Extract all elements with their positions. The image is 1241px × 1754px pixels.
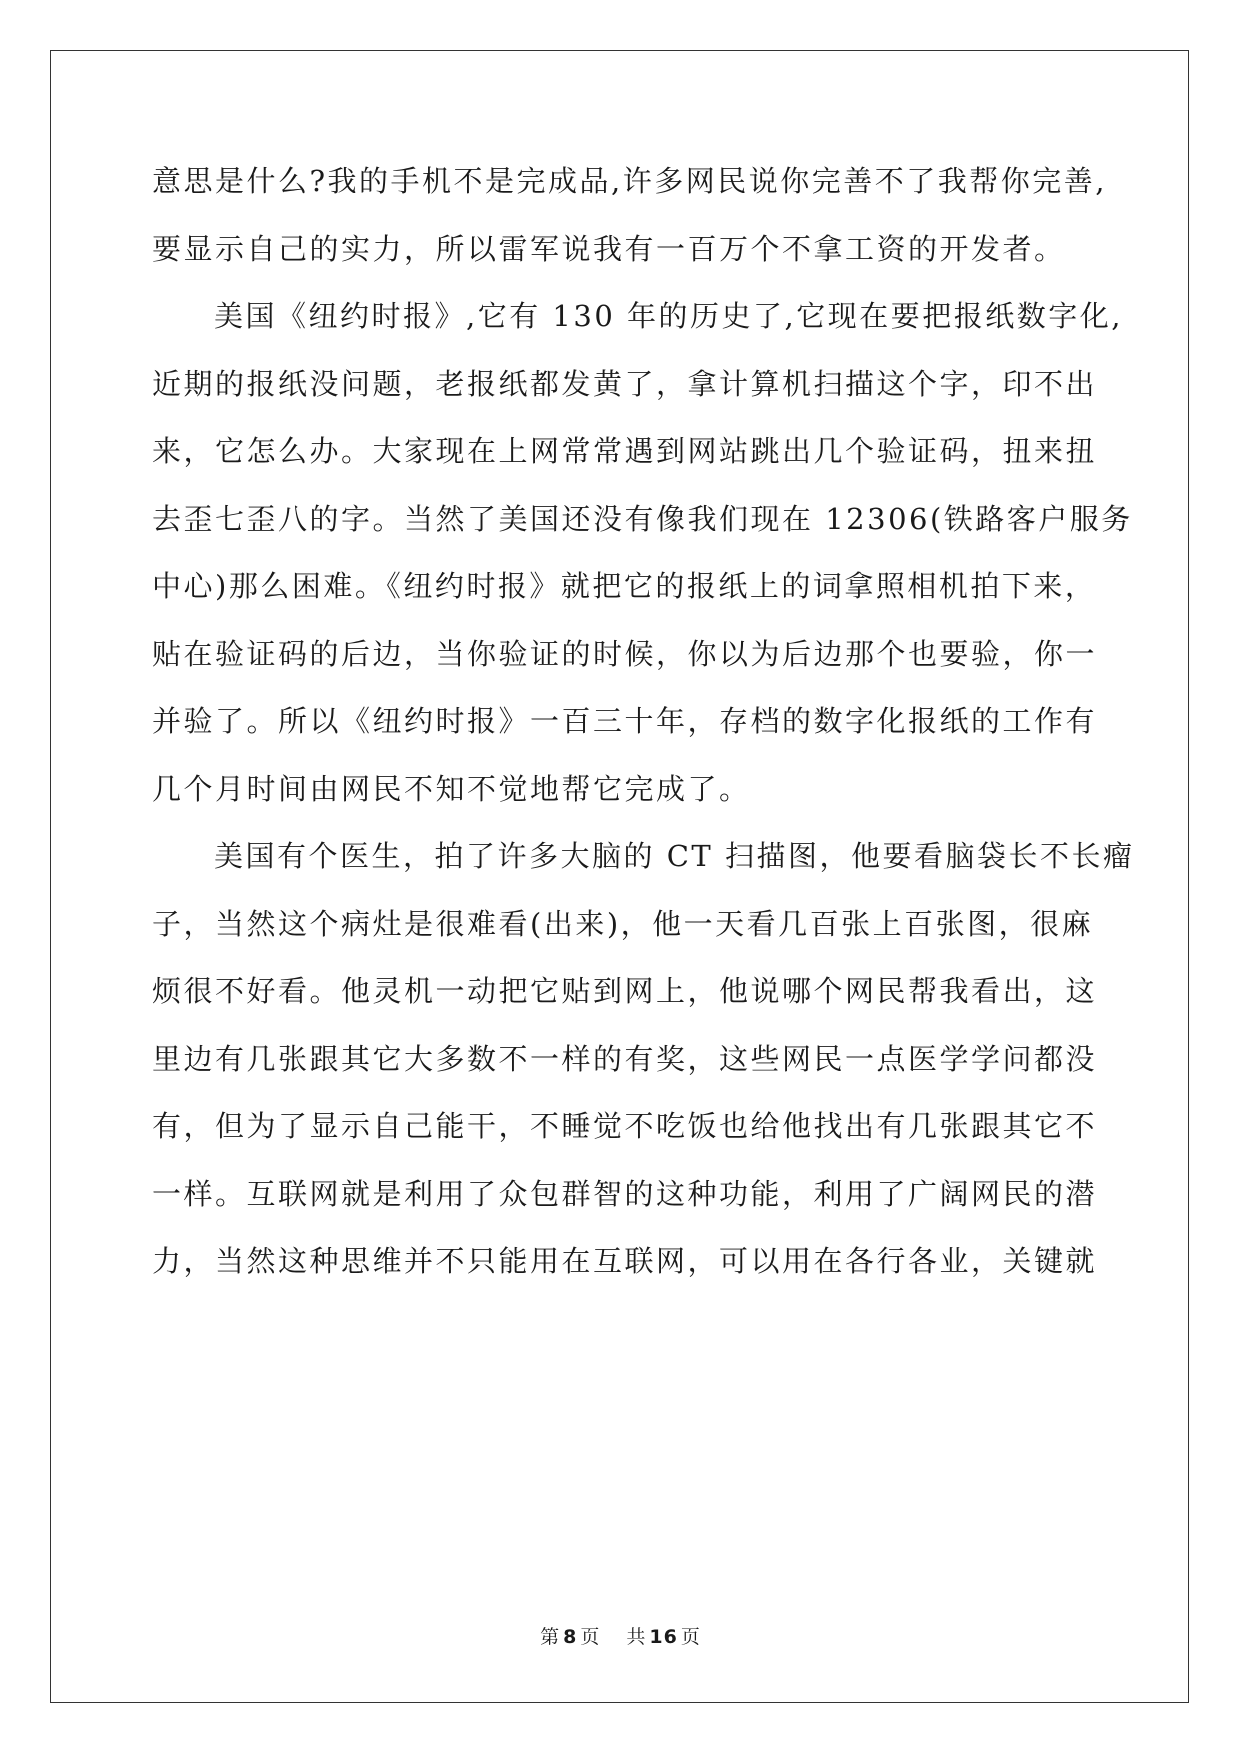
document-body [152, 164, 1135, 1314]
total-prefix: 共 [626, 1626, 647, 1648]
page-suffix: 页 [580, 1626, 601, 1648]
text-line: 中心)那么困难。《纽约时报》就把它的报纸上的词拿照相机拍下来， [152, 569, 1097, 603]
text-line: 意思是什么?我的手机不是完成品,许多网民说你完善不了我帮你完善, [152, 164, 1107, 198]
text-line: 几个月时间由网民不知不觉地帮它完成了。 [152, 771, 751, 806]
text-line: 贴在验证码的后边，当你验证的时候，你以为后边那个也要验，你一 [152, 636, 1098, 671]
paragraph-start-line: 美国有个医生，拍了许多大脑的 CT 扫描图，他要看脑袋长不长瘤 [214, 839, 1135, 873]
page-prefix: 第 [540, 1626, 561, 1648]
text-line: 烦很不好看。他灵机一动把它贴到网上，他说哪个网民帮我看出，这 [152, 974, 1098, 1008]
text-line: 要显示自己的实力，所以雷军说我有一百万个不拿工资的开发者。 [152, 231, 1066, 266]
text-line: 来，它怎么办。大家现在上网常常遇到网站跳出几个验证码，扭来扭 [152, 434, 1098, 468]
text-line: 近期的报纸没问题，老报纸都发黄了，拿计算机扫描这个字，印不出 [152, 366, 1098, 401]
text-line: 并验了。所以《纽约时报》一百三十年，存档的数字化报纸的工作有 [152, 704, 1098, 738]
text-line: 里边有几张跟其它大多数不一样的有奖，这些网民一点医学学问都没 [152, 1041, 1098, 1076]
text-line: 有，但为了显示自己能干，不睡觉不吃饭也给他找出有几张跟其它不 [152, 1109, 1098, 1143]
total-pages: 16 [649, 1626, 678, 1648]
text-line: 子，当然这个病灶是很难看(出来)，他一天看几百张上百张图，很麻 [152, 906, 1094, 941]
text-line: 一样。互联网就是利用了众包群智的这种功能，利用了广阔网民的潜 [152, 1176, 1098, 1211]
page-number: 8 [563, 1626, 578, 1648]
paragraph-start-line: 美国《纽约时报》,它有 130 年的历史了,它现在要把报纸数字化, [214, 299, 1123, 333]
total-suffix: 页 [680, 1626, 701, 1648]
text-line: 力，当然这种思维并不只能用在互联网，可以用在各行各业，关键就 [152, 1244, 1098, 1278]
page-footer [0, 1622, 1241, 1649]
text-line: 去歪七歪八的字。当然了美国还没有像我们现在 12306(铁路客户服务 [152, 501, 1133, 536]
